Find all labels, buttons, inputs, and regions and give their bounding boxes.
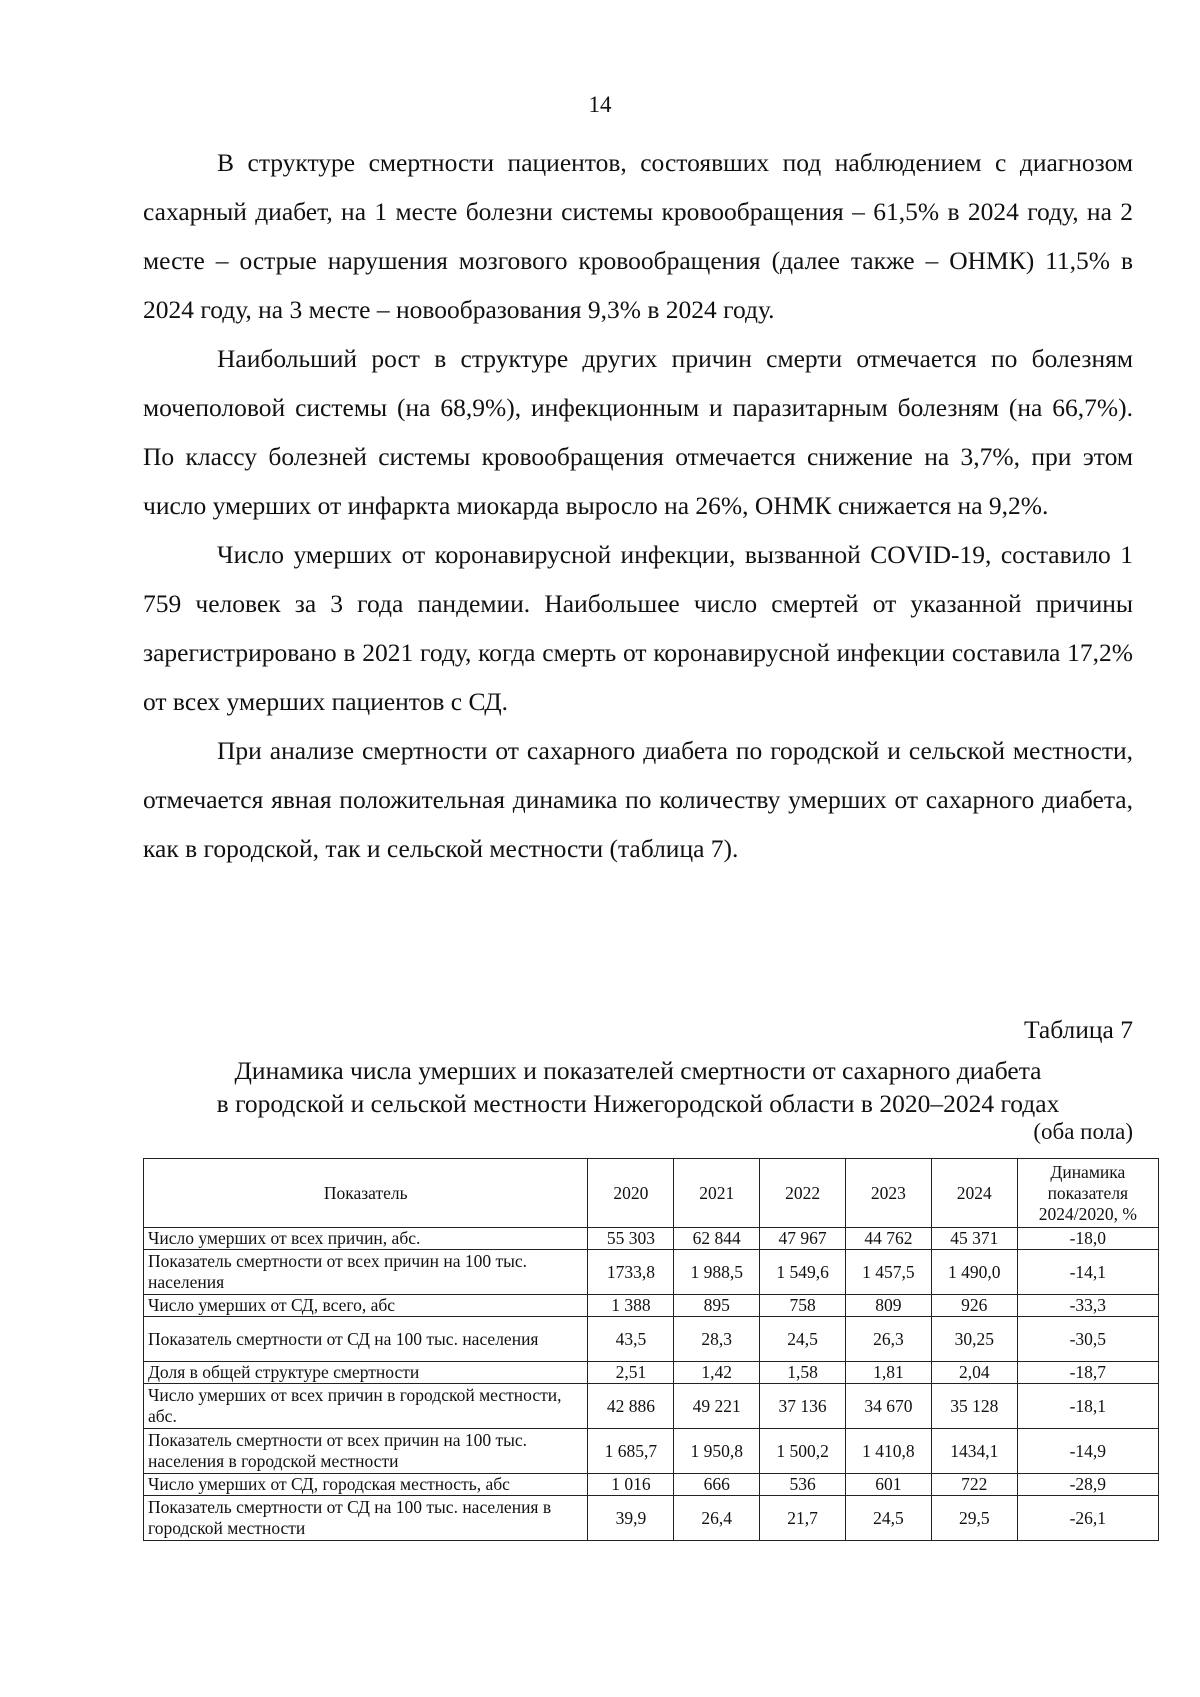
cell-2024: 30,25	[931, 1317, 1017, 1362]
cell-2022: 1 500,2	[760, 1429, 846, 1474]
cell-2023: 44 762	[846, 1228, 932, 1250]
cell-2022: 536	[760, 1474, 846, 1496]
cell-2024: 1434,1	[931, 1429, 1017, 1474]
table-title	[143, 1054, 1133, 1120]
cell-2020: 1 685,7	[588, 1429, 674, 1474]
paragraph-4: При анализе смертности от сахарного диабета по городской и сельской местности, отмечается явная положительная динамика по количеству умерших от сахарного диабета, как в городской, так и сельской местности (таблица 7).	[143, 736, 1133, 863]
cell-2022: 37 136	[760, 1384, 846, 1429]
cell-dynamics: -28,9	[1017, 1474, 1158, 1496]
cell-dynamics: -30,5	[1017, 1317, 1158, 1362]
cell-dynamics: -14,9	[1017, 1429, 1158, 1474]
cell-2022: 758	[760, 1295, 846, 1317]
row-label: Число умерших от СД, городская местность, абс	[144, 1474, 588, 1496]
table-row	[144, 1496, 1159, 1541]
cell-2022: 21,7	[760, 1496, 846, 1541]
cell-dynamics: -18,7	[1017, 1362, 1158, 1384]
cell-dynamics: -26,1	[1017, 1496, 1158, 1541]
header-2023: 2023	[846, 1159, 932, 1228]
cell-2023: 1 457,5	[846, 1250, 932, 1295]
paragraph-2: Наибольший рост в структуре других причин смерти отмечается по болезням мочеполовой системы (на 68,9%), инфекционным и паразитарным болезням (на 66,7%). По классу болезней системы кровообращения отмечается снижение на 3,7%, при этом число умерших от инфаркта миокарда выросло на 26%, ОНМК снижается на 9,2%.	[143, 344, 1133, 520]
cell-2023: 1 410,8	[846, 1429, 932, 1474]
cell-2024: 926	[931, 1295, 1017, 1317]
cell-2023: 809	[846, 1295, 932, 1317]
cell-2022: 1 549,6	[760, 1250, 846, 1295]
table-title-line-1: Динамика числа умерших и показателей смертности от сахарного диабета	[234, 1056, 1042, 1085]
cell-dynamics: -14,1	[1017, 1250, 1158, 1295]
cell-dynamics: -18,0	[1017, 1228, 1158, 1250]
cell-2020: 42 886	[588, 1384, 674, 1429]
row-label: Показатель смертности от СД на 100 тыс. населения в городской местности	[144, 1496, 588, 1541]
table-row	[144, 1362, 1159, 1384]
header-2020: 2020	[588, 1159, 674, 1228]
row-label: Показатель смертности от СД на 100 тыс. населения	[144, 1317, 588, 1362]
cell-2024: 1 490,0	[931, 1250, 1017, 1295]
cell-2020: 55 303	[588, 1228, 674, 1250]
paragraph-1: В структуре смертности пациентов, состоявших под наблюдением с диагнозом сахарный диабет, на 1 месте болезни системы кровообращения – 61,5% в 2024 году, на 2 месте – острые нарушения мозгового кровообращения (далее также – ОНМК) 11,5% в 2024 году, на 3 месте – новообразования 9,3% в 2024 году.	[143, 148, 1133, 324]
header-2022: 2022	[760, 1159, 846, 1228]
cell-2022: 24,5	[760, 1317, 846, 1362]
cell-2023: 24,5	[846, 1496, 932, 1541]
cell-dynamics: -18,1	[1017, 1384, 1158, 1429]
table-row	[144, 1295, 1159, 1317]
paragraph-3: Число умерших от коронавирусной инфекции, вызванной COVID-19, составило 1 759 человек за 3 года пандемии. Наибольшее число смертей от указанной причины зарегистрировано в 2021 году, когда смерть от коронавирусной инфекции составила 17,2% от всех умерших пациентов с СД.	[143, 540, 1133, 716]
cell-2022: 1,58	[760, 1362, 846, 1384]
cell-2020: 1 016	[588, 1474, 674, 1496]
cell-2021: 1 988,5	[674, 1250, 760, 1295]
header-2024: 2024	[931, 1159, 1017, 1228]
table-row	[144, 1317, 1159, 1362]
table-row	[144, 1250, 1159, 1295]
header-indicator: Показатель	[144, 1159, 588, 1228]
page-number: 14	[588, 92, 612, 117]
header-2021: 2021	[674, 1159, 760, 1228]
body-text	[143, 138, 1133, 873]
cell-2020: 43,5	[588, 1317, 674, 1362]
row-label: Доля в общей структуре смертности	[144, 1362, 588, 1384]
table-title-line-2: в городской и сельской местности Нижегородской области в 2020–2024 годах	[216, 1089, 1060, 1118]
table-subnote: (оба пола)	[1033, 1119, 1133, 1144]
cell-2021: 62 844	[674, 1228, 760, 1250]
cell-2022: 47 967	[760, 1228, 846, 1250]
cell-2021: 26,4	[674, 1496, 760, 1541]
cell-2024: 45 371	[931, 1228, 1017, 1250]
row-label: Показатель смертности от всех причин на 100 тыс. населения в городской местности	[144, 1429, 588, 1474]
cell-dynamics: -33,3	[1017, 1295, 1158, 1317]
cell-2021: 895	[674, 1295, 760, 1317]
row-label: Число умерших от всех причин, абс.	[144, 1228, 588, 1250]
header-dynamics: Динамика показателя 2024/2020, %	[1017, 1159, 1158, 1228]
cell-2020: 2,51	[588, 1362, 674, 1384]
table-row	[144, 1429, 1159, 1474]
table-header-row	[144, 1159, 1159, 1228]
cell-2021: 1 950,8	[674, 1429, 760, 1474]
cell-2023: 34 670	[846, 1384, 932, 1429]
cell-2023: 1,81	[846, 1362, 932, 1384]
cell-2024: 35 128	[931, 1384, 1017, 1429]
cell-2023: 26,3	[846, 1317, 932, 1362]
cell-2024: 29,5	[931, 1496, 1017, 1541]
cell-2021: 28,3	[674, 1317, 760, 1362]
cell-2021: 49 221	[674, 1384, 760, 1429]
cell-2023: 601	[846, 1474, 932, 1496]
table-row	[144, 1474, 1159, 1496]
cell-2021: 666	[674, 1474, 760, 1496]
row-label: Число умерших от СД, всего, абс	[144, 1295, 588, 1317]
cell-2021: 1,42	[674, 1362, 760, 1384]
mortality-table	[143, 1158, 1159, 1541]
cell-2020: 1733,8	[588, 1250, 674, 1295]
table-row	[144, 1384, 1159, 1429]
cell-2024: 722	[931, 1474, 1017, 1496]
row-label: Число умерших от всех причин в городской местности, абс.	[144, 1384, 588, 1429]
row-label: Показатель смертности от всех причин на 100 тыс. населения	[144, 1250, 588, 1295]
cell-2024: 2,04	[931, 1362, 1017, 1384]
table-row	[144, 1228, 1159, 1250]
cell-2020: 1 388	[588, 1295, 674, 1317]
cell-2020: 39,9	[588, 1496, 674, 1541]
table-label: Таблица 7	[1023, 1015, 1133, 1044]
